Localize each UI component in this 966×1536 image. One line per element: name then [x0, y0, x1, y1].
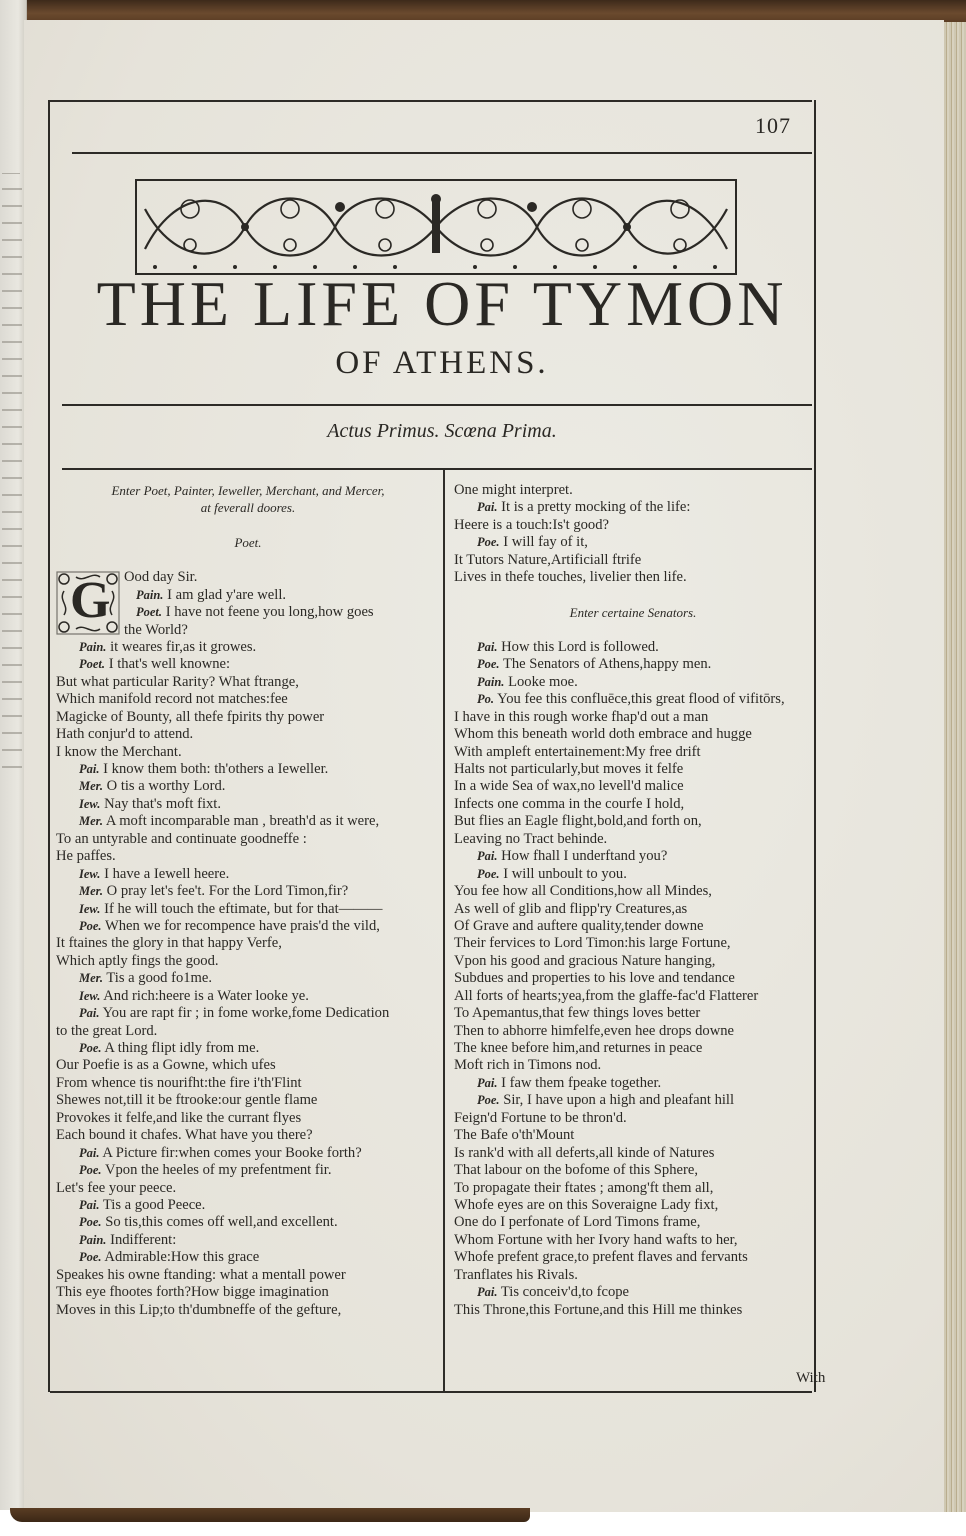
verse-line — [56, 988, 440, 1005]
right-dialogue-a — [454, 482, 812, 587]
speaker-prefix: Poet. — [79, 657, 106, 672]
line-text: So tis,this comes off well,and excellent. — [105, 1214, 338, 1231]
speaker-prefix: Iew. — [79, 988, 101, 1003]
verse-line — [454, 552, 812, 569]
line-text: As well of glib and flipp'ry Creatures,as — [454, 900, 688, 917]
line-text: It ftaines the glory in that happy Verfe, — [56, 935, 282, 952]
line-text: to the great Lord. — [56, 1022, 158, 1039]
verse-line — [56, 1197, 440, 1214]
line-text: Sir, I have upon a high and pleafant hill — [503, 1092, 735, 1109]
verse-line — [454, 1145, 812, 1162]
line-text: Tis a good Peece. — [102, 1196, 206, 1213]
line-text: it weares fir,as it growes. — [110, 638, 257, 655]
act-scene-heading: Actus Primus. Scœna Prima. — [327, 420, 557, 442]
verse-line — [56, 918, 440, 935]
verse-line — [56, 1127, 440, 1144]
verse-line — [56, 1302, 440, 1319]
line-text: I have not feene you long,how goes — [165, 604, 374, 621]
verse-line — [454, 1075, 812, 1092]
line-text: And rich:heere is a Water looke ye. — [103, 987, 309, 1004]
previous-page-edge — [0, 0, 27, 1510]
verse-line — [454, 1023, 812, 1040]
left-column — [56, 482, 440, 1319]
verse-line — [56, 813, 440, 830]
speaker-prefix: Mer. — [79, 814, 103, 829]
verse-line — [56, 935, 440, 952]
line-text: I will unboult to you. — [503, 865, 627, 882]
verse-line — [454, 1057, 812, 1074]
page-fore-edge — [944, 22, 966, 1512]
verse-line — [56, 744, 440, 761]
line-text: Tis conceiv'd,to fcope — [500, 1284, 630, 1301]
speaker-prefix: Mer. — [79, 779, 103, 794]
top-rule — [50, 100, 812, 102]
speaker-prefix: Poe. — [79, 1041, 102, 1055]
line-text: In a wide Sea of wax,no levell'd malice — [454, 778, 684, 795]
verse-line — [56, 848, 440, 865]
speaker-prefix: Pai. — [79, 762, 100, 776]
page-number: 107 — [755, 113, 791, 138]
book-binding-bottom — [10, 1508, 530, 1522]
speaker-prefix: Poe. — [477, 535, 500, 550]
verse-line — [454, 1232, 812, 1249]
verse-line — [454, 709, 812, 726]
verse-line — [454, 901, 812, 918]
line-text: Ood day Sir. — [124, 569, 198, 586]
verse-line — [56, 831, 440, 848]
verse-line — [454, 813, 812, 830]
verse-line — [454, 1267, 812, 1284]
speaker-prefix: Pai. — [477, 1285, 498, 1300]
verse-line — [454, 796, 812, 813]
line-text: Indifferent: — [110, 1231, 177, 1248]
line-text: Whom Fortune with her Ivory hand wafts to her, — [454, 1231, 738, 1248]
line-text: All forts of hearts;yea,from the glaffe-fac'd Flatterer — [454, 987, 759, 1004]
act-rule — [62, 468, 812, 470]
verse-line — [454, 1127, 812, 1144]
line-text: I that's well knowne: — [108, 656, 231, 673]
line-text: He paffes. — [56, 848, 116, 865]
verse-line — [454, 726, 812, 743]
verse-line — [56, 1214, 440, 1231]
verse-line — [56, 970, 440, 987]
speaker-prefix: Pai. — [79, 1145, 100, 1160]
verse-line — [454, 1005, 812, 1022]
verse-line — [56, 883, 440, 900]
verse-line — [56, 709, 440, 726]
line-text: One might interpret. — [454, 482, 573, 498]
line-text: But what particular Rarity? What ftrange, — [56, 673, 299, 690]
line-text: Then to abhorre himfelfe,even hee drops downe — [454, 1022, 735, 1039]
line-text: To Apemantus,that few things loves better — [454, 1005, 701, 1022]
speaker-prefix: Poe. — [477, 657, 500, 672]
verse-line — [454, 761, 812, 778]
verse-line — [56, 796, 440, 813]
verse-line — [56, 1145, 440, 1162]
line-text: You are rapt fir ; in fome worke,fome Dedication — [102, 1005, 390, 1022]
line-text: the World? — [124, 621, 188, 638]
speaker-heading: Poet. — [234, 535, 262, 551]
line-text: Tranflates his Rivals. — [454, 1266, 578, 1283]
verse-line — [56, 726, 440, 743]
line-text: Vpon the heeles of my prefentment fir. — [104, 1162, 332, 1179]
line-text: A moft incomparable man , breath'd as it were, — [105, 813, 380, 830]
line-text: I will fay of it, — [503, 534, 588, 551]
speaker-prefix: Poe. — [79, 1250, 102, 1265]
verse-line — [56, 656, 440, 673]
verse-line — [454, 691, 812, 708]
verse-line — [454, 935, 812, 952]
line-text: The Senators of Athens,happy men. — [502, 656, 712, 673]
verse-line — [56, 1023, 440, 1040]
line-text: Let's fee your peece. — [56, 1179, 177, 1196]
line-text: How this Lord is followed. — [501, 638, 659, 655]
verse-line — [454, 778, 812, 795]
line-text: It Tutors Nature,Artificiall ftrife — [454, 551, 642, 568]
line-text: How fhall I underftand you? — [501, 848, 668, 865]
line-text: Provokes it felfe,and like the currant flyes — [56, 1109, 302, 1126]
verse-line — [454, 1110, 812, 1127]
line-text: To an untyrable and continuate goodneffe : — [56, 830, 307, 847]
verse-line — [56, 1110, 440, 1127]
line-text: Moves in this Lip;to th'dumbneffe of the gefture, — [56, 1301, 342, 1318]
verse-line — [454, 918, 812, 935]
speaker-prefix: Pai. — [79, 1006, 100, 1021]
verse-line — [56, 1162, 440, 1179]
ornamental-headpiece — [135, 179, 737, 275]
speaker-prefix: Pain. — [79, 639, 107, 654]
line-text: A Picture fir:when comes your Booke forth? — [102, 1144, 362, 1161]
verse-line — [454, 1180, 812, 1197]
line-text: A thing flipt idly from me. — [104, 1040, 260, 1056]
line-text: One do I perfonate of Lord Timons frame, — [454, 1214, 701, 1231]
line-text: Hath conjur'd to attend. — [56, 726, 194, 743]
verse-line — [454, 866, 812, 883]
verse-line — [454, 883, 812, 900]
line-text: Lives in thefe touches, livelier then life. — [454, 569, 687, 586]
speaker-prefix: Poe. — [477, 866, 500, 881]
line-text: But flies an Eagle flight,bold,and forth on, — [454, 813, 702, 830]
verse-line — [56, 1249, 440, 1266]
line-text: Whofe eyes are on this Soveraigne Lady fixt, — [454, 1196, 719, 1213]
speaker-prefix: Poe. — [79, 1163, 102, 1178]
line-text: Of Grave and auftere quality,tender downe — [454, 917, 704, 934]
line-text: Heere is a touch:Is't good? — [454, 516, 610, 533]
verse-line — [454, 1302, 812, 1319]
speaker-prefix: Pain. — [136, 587, 164, 602]
verse-line — [454, 988, 812, 1005]
speaker-prefix: Pai. — [477, 849, 498, 864]
verse-line — [454, 1249, 812, 1266]
line-text: Each bound it chafes. What have you there? — [56, 1127, 313, 1144]
speaker-prefix: Mer. — [79, 884, 103, 899]
verse-line — [454, 656, 812, 673]
verse-line — [56, 1057, 440, 1074]
line-text: I faw them fpeake together. — [501, 1074, 662, 1091]
verse-line — [454, 534, 812, 551]
verse-line — [454, 1284, 812, 1301]
line-text: Feign'd Fortune to be thron'd. — [454, 1109, 627, 1126]
verse-line — [454, 482, 812, 499]
line-text: You fee how all Conditions,how all Mindes, — [454, 883, 712, 900]
speaker-prefix: Mer. — [79, 971, 103, 986]
verse-line — [454, 1162, 812, 1179]
line-text: When we for recompence have prais'd the vild, — [104, 917, 380, 934]
line-text: Whom this beneath world doth embrace and hugge — [454, 726, 752, 743]
column-divider — [443, 470, 445, 1392]
line-text: The knee before him,and returnes in peace — [454, 1040, 703, 1056]
speaker-prefix: Poe. — [477, 1093, 500, 1108]
line-text: Vpon his good and gracious Nature hanging, — [454, 952, 716, 969]
right-column — [454, 482, 812, 1319]
speaker-prefix: Poet. — [136, 605, 163, 620]
line-text: With ampleft entertainement:My free drift — [454, 743, 701, 760]
verse-line — [56, 761, 440, 778]
verse-line — [56, 866, 440, 883]
line-text: I have in this rough worke fhap'd out a man — [454, 708, 709, 725]
play-subtitle: OF ATHENS. — [335, 345, 549, 381]
verse-line — [56, 1180, 440, 1197]
verse-line — [454, 744, 812, 761]
verse-line — [454, 1214, 812, 1231]
verse-line — [454, 953, 812, 970]
line-text: Is rank'd with all deferts,all kinde of Natures — [454, 1144, 715, 1161]
speaker-prefix: Pain. — [477, 674, 505, 689]
line-text: Which aptly fings the good. — [56, 952, 219, 969]
verse-line — [454, 1092, 812, 1109]
line-text: Nay that's moft fixt. — [104, 795, 222, 812]
drop-cap-letter: G — [70, 572, 111, 630]
speaker-prefix: Poe. — [79, 1215, 102, 1230]
speaker-prefix: Iew. — [79, 796, 101, 811]
line-text: Whofe prefent grace,to prefent flaves and fervants — [454, 1249, 748, 1266]
verse-line — [454, 499, 812, 516]
verse-line — [56, 1232, 440, 1249]
speaker-prefix: Iew. — [79, 901, 101, 916]
bottom-rule — [50, 1391, 812, 1393]
verse-line — [454, 970, 812, 987]
line-text: Infects one comma in the courfe I hold, — [454, 795, 685, 812]
line-text: I know them both: th'others a Ieweller. — [103, 761, 329, 777]
verse-line — [56, 1284, 440, 1301]
title-rule — [62, 404, 812, 406]
play-title: THE LIFE OF TYMON — [96, 268, 788, 339]
line-text: If he will touch the eftimate, but for that——— — [104, 900, 383, 917]
verse-line — [454, 848, 812, 865]
header-rule — [72, 152, 812, 154]
verse-line — [56, 1092, 440, 1109]
verse-line — [56, 1005, 440, 1022]
stage-direction: Enter Poet, Painter, Ieweller, Merchant, and Mercer, — [111, 483, 385, 498]
line-text: Subdues and properties to his love and tendance — [454, 970, 735, 987]
speaker-prefix: Pai. — [79, 1197, 100, 1212]
line-text: Speakes his owne ftanding: what a mentall power — [56, 1266, 346, 1283]
verse-line — [454, 517, 812, 534]
stage-direction: Enter certaine Senators. — [569, 605, 697, 621]
verse-line — [56, 691, 440, 708]
verse-line — [56, 1040, 440, 1057]
line-text: Admirable:How this grace — [104, 1249, 260, 1266]
line-text: Leaving no Tract behinde. — [454, 830, 608, 847]
speaker-prefix: Pai. — [477, 639, 498, 654]
speaker-prefix: Iew. — [79, 866, 101, 881]
left-dialogue — [56, 569, 440, 1319]
line-text: Tis a good fo1me. — [106, 970, 213, 987]
line-text: Halts not particularly,but moves it felfe — [454, 761, 684, 777]
stage-direction: at feverall doores. — [200, 500, 296, 516]
speaker-prefix: Pai. — [477, 1075, 498, 1090]
speaker-prefix: Poe. — [79, 918, 102, 933]
verse-line — [454, 569, 812, 586]
verse-line — [56, 778, 440, 795]
line-text: Magicke of Bounty, all thefe fpirits thy power — [56, 708, 325, 725]
verse-line — [454, 639, 812, 656]
verse-line — [56, 1267, 440, 1284]
line-text: From whence tis nourifht:the fire i'th'Flint — [56, 1074, 302, 1091]
line-text: O tis a worthy Lord. — [106, 778, 226, 795]
line-text: Looke moe. — [508, 673, 578, 690]
verse-line — [454, 674, 812, 691]
right-dialogue-b — [454, 639, 812, 1319]
line-text: The Bafe o'th'Mount — [454, 1127, 575, 1144]
verse-line — [454, 1197, 812, 1214]
line-text: Our Poefie is as a Gowne, which ufes — [56, 1057, 276, 1074]
catchword: With — [796, 1370, 826, 1386]
verse-line — [56, 1075, 440, 1092]
line-text: This Throne,this Fortune,and this Hill me thinkes — [454, 1301, 743, 1318]
speaker-prefix: Pain. — [79, 1232, 107, 1247]
speaker-prefix: Pai. — [477, 500, 498, 515]
line-text: Which manifold record not matches:fee — [56, 691, 288, 708]
previous-page-text-fragments — [2, 160, 24, 780]
line-text: Moft rich in Timons nod. — [454, 1057, 602, 1074]
speaker-prefix: Po. — [477, 692, 495, 707]
line-text: You fee this confluēce,this great flood of vifitōrs, — [497, 691, 785, 708]
line-text: I know the Merchant. — [56, 743, 182, 760]
verse-line — [56, 901, 440, 918]
verse-line — [56, 674, 440, 691]
verse-line — [56, 639, 440, 656]
line-text: O pray let's fee't. For the Lord Timon,fir? — [106, 883, 349, 900]
line-text: It is a pretty mocking of the life: — [501, 499, 691, 516]
verse-line — [56, 953, 440, 970]
line-text: To propagate their ftates ; among'ft them all, — [454, 1179, 714, 1196]
line-text: Shewes not,till it be ftrooke:our gentle flame — [56, 1092, 318, 1109]
line-text: This eye fhootes forth?How bigge imagination — [56, 1284, 329, 1301]
book-binding-top — [24, 0, 966, 22]
line-text: Their fervices to Lord Timon:his large Fortune, — [454, 935, 731, 952]
verse-line — [454, 831, 812, 848]
verse-line — [454, 1040, 812, 1057]
line-text: I have a Iewell heere. — [104, 865, 230, 882]
line-text: That labour on the bofome of this Sphere, — [454, 1162, 698, 1179]
line-text: I am glad y'are well. — [167, 586, 287, 603]
